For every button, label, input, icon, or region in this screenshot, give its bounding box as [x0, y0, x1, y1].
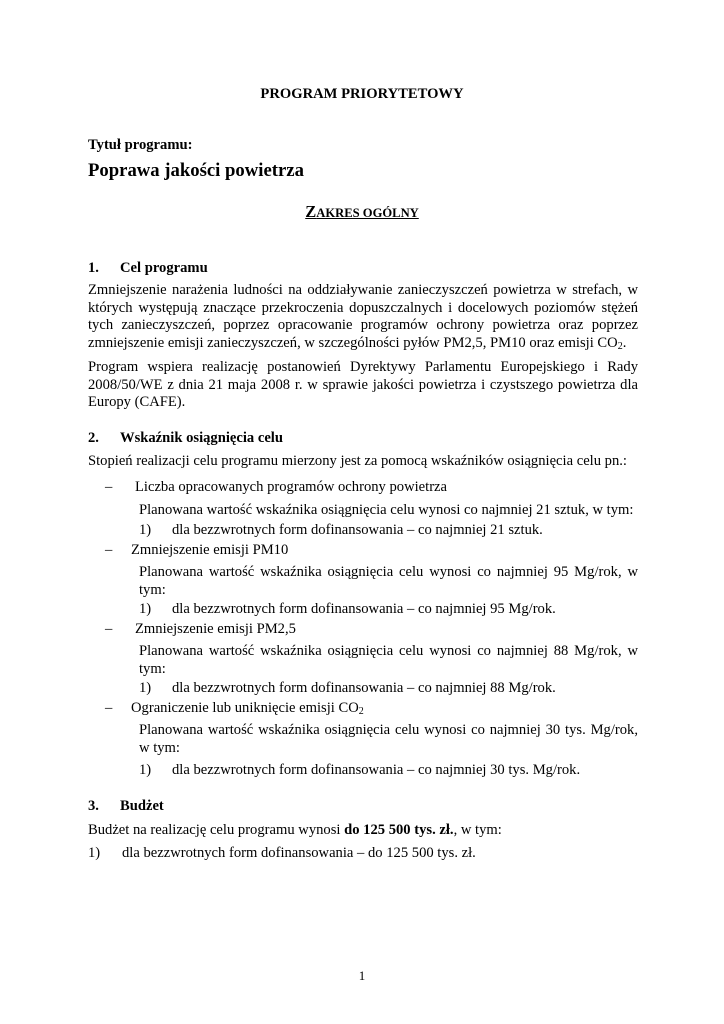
scope-initial: Z [305, 202, 317, 221]
indicator-label-sub: 2 [358, 706, 364, 717]
budget-sub-text: dla bezzwrotnych form dofinansowania – do 125 500 tys. zł. [122, 845, 476, 861]
document-header: PROGRAM PRIORYTETOWY [260, 86, 464, 102]
section3-title: Budżet [120, 798, 164, 814]
indicator-label-main: Ograniczenie lub uniknięcie emisji CO [131, 700, 359, 716]
list-dash: – [105, 621, 113, 637]
section2-title: Wskaźnik osiągnięcia celu [120, 430, 283, 446]
section1-paragraph2: Program wspiera realizację postanowień Dyrektywy Parlamentu Europejskiego i Rady 2008/50/WE z dnia 21 maja 2008 r. w sprawie jakości powietrza i czystszego powietrza dla Europy (CAFE). [88, 359, 638, 410]
section2-number: 2. [88, 430, 99, 446]
list-dash: – [105, 479, 113, 495]
indicator-label [131, 700, 364, 718]
indicator-plan: Planowana wartość wskaźnika osiągnięcia celu wynosi co najmniej 95 Mg/rok, w tym: [139, 564, 638, 598]
scope-heading [0, 203, 724, 223]
list-dash: – [105, 542, 113, 558]
section1-paragraph1-sub: 2 [617, 340, 623, 352]
program-title: Poprawa jakości powietrza [88, 160, 304, 181]
section1-number: 1. [88, 260, 99, 276]
indicator-sub-number: 1) [139, 762, 152, 778]
program-title-label: Tytuł programu: [88, 137, 193, 153]
budget-line-end: , w tym: [453, 822, 502, 838]
indicator-plan: Planowana wartość wskaźnika osiągnięcia celu wynosi co najmniej 21 sztuk, w tym: [139, 502, 634, 518]
scope-rest: AKRES OGÓLNY [316, 206, 419, 220]
section1-paragraph1-main: Zmniejszenie narażenia ludności na oddziaływanie zanieczyszczeń powietrza w strefach, w których występują znaczące przekroczenia dopuszczalnych i docelowych poziomów stężeń tych zanieczyszczeń, poprzez opracowanie programów ochrony powietrza oraz poprzez zmniejszenie emisji zanieczyszczeń, w szczególności pyłów PM2,5, PM10 oraz emisji CO [88, 282, 638, 351]
section1-title: Cel programu [120, 260, 208, 276]
indicator-sub-number: 1) [139, 680, 152, 696]
indicator-plan: Planowana wartość wskaźnika osiągnięcia celu wynosi co najmniej 30 tys. Mg/rok, w tym: [139, 722, 638, 756]
page-number: 1 [358, 968, 366, 983]
budget-line [88, 822, 638, 840]
section1-paragraph1 [88, 282, 638, 352]
budget-line-start: Budżet na realizację celu programu wynosi [88, 822, 345, 838]
indicator-sub-text: dla bezzwrotnych form dofinansowania – co najmniej 88 Mg/rok. [172, 680, 556, 696]
section1-paragraph1-end: . [622, 334, 627, 351]
budget-amount: do 125 500 tys. zł. [344, 822, 454, 838]
indicator-sub-number: 1) [139, 522, 152, 538]
section2-intro: Stopień realizacji celu programu mierzony jest za pomocą wskaźników osiągnięcia celu pn.: [88, 453, 627, 469]
indicator-label: Liczba opracowanych programów ochrony powietrza [135, 479, 448, 495]
indicator-label: Zmniejszenie emisji PM10 [131, 542, 289, 558]
indicator-sub-text: dla bezzwrotnych form dofinansowania – co najmniej 30 tys. Mg/rok. [172, 762, 581, 778]
indicator-plan: Planowana wartość wskaźnika osiągnięcia celu wynosi co najmniej 88 Mg/rok, w tym: [139, 643, 638, 677]
indicator-sub-number: 1) [139, 601, 152, 617]
indicator-sub-text: dla bezzwrotnych form dofinansowania – co najmniej 95 Mg/rok. [172, 601, 556, 617]
section3-number: 3. [88, 798, 99, 814]
indicator-sub-text: dla bezzwrotnych form dofinansowania – co najmniej 21 sztuk. [172, 522, 543, 538]
indicator-label: Zmniejszenie emisji PM2,5 [135, 621, 296, 637]
list-dash: – [105, 700, 113, 716]
budget-sub-number: 1) [88, 845, 101, 861]
